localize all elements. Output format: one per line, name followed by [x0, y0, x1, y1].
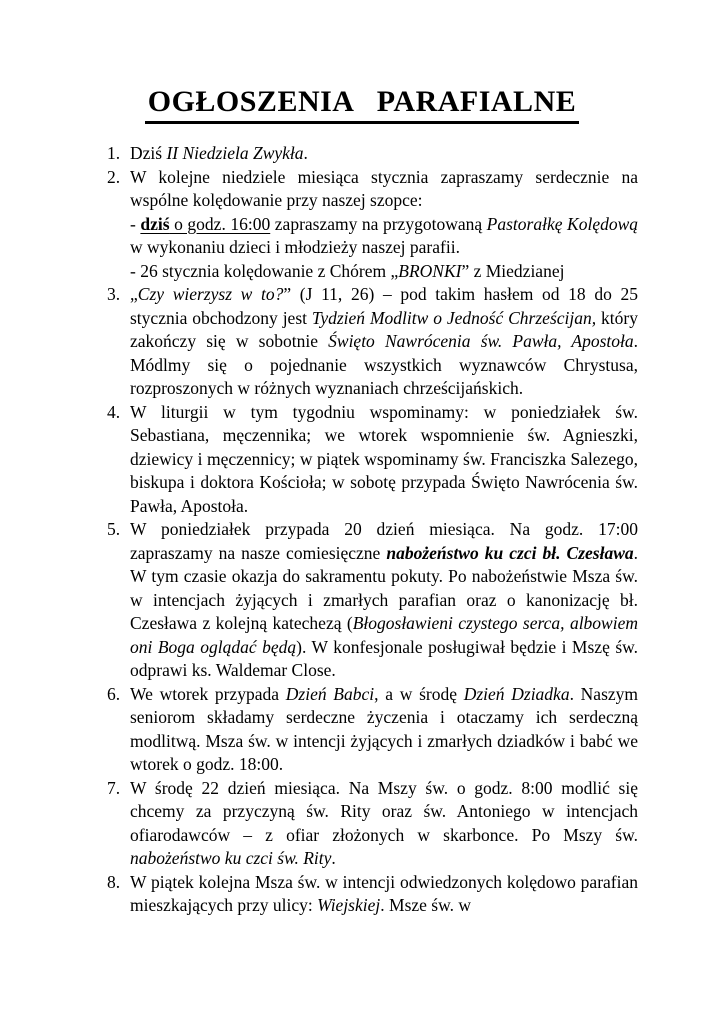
item-text: W poniedziałek przypada 20 dzień miesiąca. Na godz. 17:00 zapraszamy na nasze comiesięczne nabożeństwo ku czci bł. Czesława. W tym czasie okazja do sakramentu pokuty. Po nabożeństwie Msza św. w intencjach żyjących i zmarłych parafian oraz o kanonizację bł. Czesława z kolejną katechezą (Błogosławieni czystego serca, albowiem oni Boga oglądać będą). W konfesjonale posługiwał będzie i Mszę św. odprawi ks. Waldemar Close. [130, 519, 639, 680]
announcement-item-2 [107, 166, 639, 284]
announcement-item-5 [107, 518, 639, 683]
item-number: 8. [107, 871, 121, 892]
item-number: 1. [107, 143, 121, 163]
announcement-item-8 [107, 871, 638, 918]
item-number: 6. [107, 683, 121, 704]
item-number: 5. [107, 519, 121, 539]
item-text: W liturgii w tym tygodniu wspominamy: w poniedziałek św. Sebastiana, męczennika; we wtorek wspomnienie św. Agnieszki, dziewicy i męczennicy; w piątek wspominamy św. Franciszka Salezego, biskupa i doktora Kościoła; w sobotę przypada Święto Nawrócenia św. Pawła, Apostoła. [130, 401, 638, 516]
page-title-text: OGŁOSZENIA PARAFIALNE [145, 84, 580, 124]
page-title [0, 84, 724, 124]
item-number: 7. [107, 777, 121, 798]
item-text: Dziś II Niedziela Zwykła. [130, 143, 308, 163]
announcement-item-4 [107, 401, 638, 519]
item-text: W środę 22 dzień miesiąca. Na Mszy św. o godz. 8:00 modlić się chcemy za przyczyną św. Rity oraz św. Antoniego w intencjach ofiarodawców – z ofiar złożonych w skarbonce. Po Mszy św. nabożeństwo ku czci św. Rity. [130, 777, 638, 868]
announcement-item-1 [107, 142, 638, 166]
item-text: W kolejne niedziele miesiąca stycznia zapraszamy serdecznie na wspólne kolędowanie przy naszej szopce: - dziś o godz. 16:00 zapraszamy na przygotowaną Pastorałkę Kolędową w wykonaniu dzieci i młodzieży naszej parafii. - 26 stycznia kolędowanie z Chórem „BRONKI” z Miedzianej [130, 166, 639, 281]
item-text: W piątek kolejna Msza św. w intencji odwiedzonych kolędowo parafian mieszkających przy ulicy: Wiejskiej. Msze św. w [130, 871, 638, 915]
announcement-item-6 [107, 683, 639, 777]
announcement-item-3 [107, 283, 638, 401]
item-text: „Czy wierzysz w to?” (J 11, 26) – pod takim hasłem od 18 do 25 stycznia obchodzony jest Tydzień Modlitw o Jedność Chrześcijan, który zakończy się w sobotnie Święto Nawrócenia św. Pawła, Apostoła. Módlmy się o pojednanie wszystkich wyznawców Chrystusa, rozproszonych w różnych wyznaniach chrześcijańskich. [130, 284, 638, 398]
item-text: We wtorek przypada Dzień Babci, a w środę Dzień Dziadka. Naszym seniorom składamy serdeczne życzenia i otaczamy ich serdeczną modlitwą. Msza św. w intencji żyjących i zmarłych dziadków i babć we wtorek o godz. 18:00. [130, 683, 639, 774]
item-number: 3. [107, 284, 121, 304]
announcement-item-7 [107, 777, 638, 871]
item-number: 2. [107, 166, 121, 187]
item-number: 4. [107, 401, 121, 422]
announcements-list [0, 142, 724, 918]
